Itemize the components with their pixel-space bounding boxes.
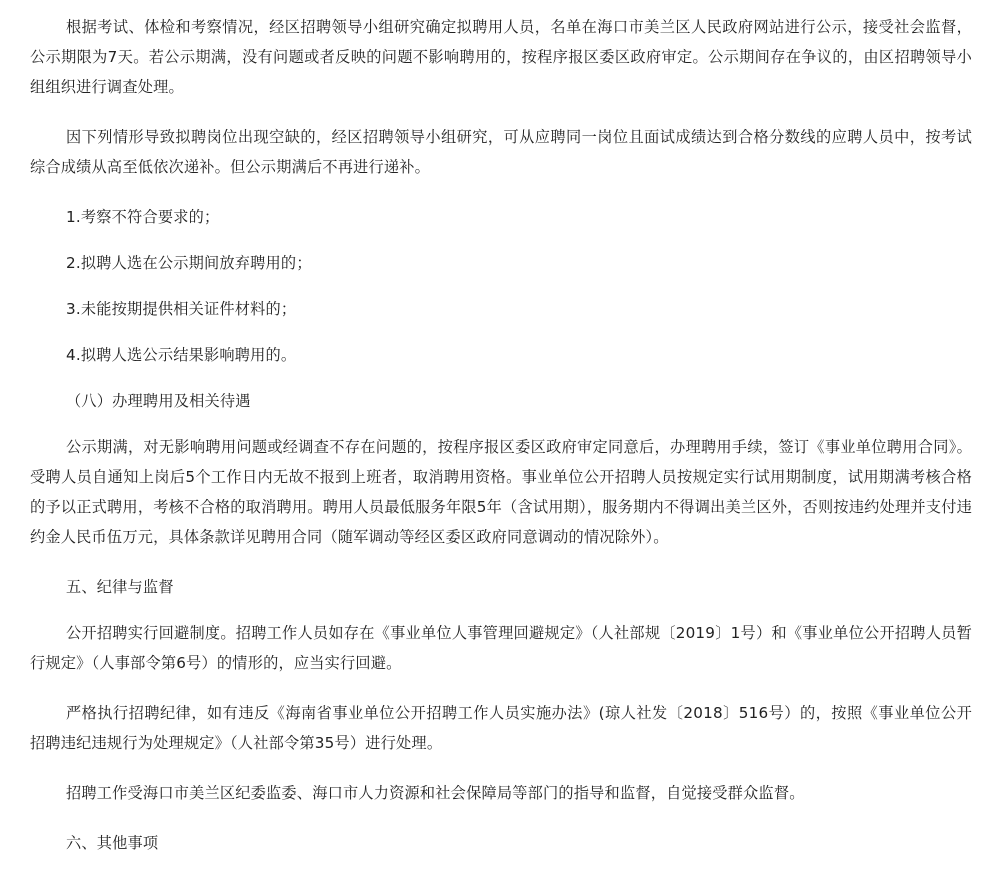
paragraph-recusal: 公开招聘实行回避制度。招聘工作人员如存在《事业单位人事管理回避规定》（人社部规〔2019〕1号）和《事业单位公开招聘人员暂行规定》（人事部令第6号）的情形的，应当实行回避。 [30, 624, 972, 672]
section-heading-hiring: （八）办理聘用及相关待遇 [66, 392, 251, 410]
list-item: 4.拟聘人选公示结果影响聘用的。 [66, 346, 297, 364]
list-item: 2.拟聘人选在公示期间放弃聘用的； [66, 254, 312, 272]
paragraph-supervision: 招聘工作受海口市美兰区纪委监委、海口市人力资源和社会保障局等部门的指导和监督，自觉接受群众监督。 [66, 784, 805, 802]
paragraph-vacancy-fill: 因下列情形导致拟聘岗位出现空缺的，经区招聘领导小组研究，可从应聘同一岗位且面试成绩达到合格分数线的应聘人员中，按考试综合成绩从高至低依次递补。但公示期满后不再进行递补。 [30, 128, 972, 176]
list-item: 1.考察不符合要求的； [66, 208, 220, 226]
section-heading-discipline: 五、纪律与监督 [66, 578, 174, 596]
list-item: 3.未能按期提供相关证件材料的； [66, 300, 297, 318]
paragraph-publicity: 根据考试、体检和考察情况，经区招聘领导小组研究确定拟聘用人员，名单在海口市美兰区人民政府网站进行公示，接受社会监督，公示期限为7天。若公示期满，没有问题或者反映的问题不影响聘用的，按程序报区委区政府审定。公示期间存在争议的，由区招聘领导小组组织进行调查处理。 [30, 18, 972, 96]
paragraph-discipline: 严格执行招聘纪律，如有违反《海南省事业单位公开招聘工作人员实施办法》(琼人社发〔2018〕516号）的，按照《事业单位公开招聘违纪违规行为处理规定》（人社部令第35号）进行处理。 [30, 704, 972, 752]
section-heading-other: 六、其他事项 [66, 834, 159, 852]
paragraph-hiring-terms: 公示期满，对无影响聘用问题或经调查不存在问题的，按程序报区委区政府审定同意后，办理聘用手续，签订《事业单位聘用合同》。受聘人员自通知上岗后5个工作日内无故不报到上班者，取消聘用资格。事业单位公开招聘人员按规定实行试用期制度，试用期满考核合格的予以正式聘用，考核不合格的取消聘用。聘用人员最低服务年限5年（含试用期），服务期内不得调出美兰区外，否则按违约处理并支付违约金人民币伍万元，具体条款详见聘用合同（随军调动等经区委区政府同意调动的情况除外）。 [30, 438, 972, 546]
